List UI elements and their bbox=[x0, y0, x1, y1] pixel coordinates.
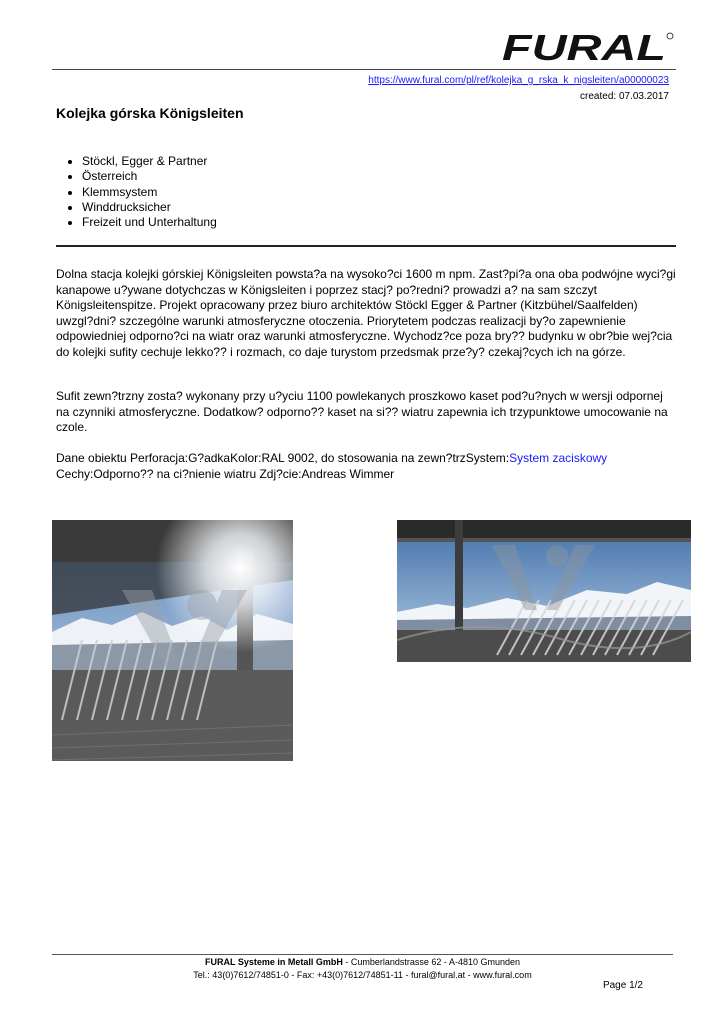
list-item: • Österreich bbox=[82, 169, 217, 184]
footer-company: FURAL Systeme in Metall GmbH bbox=[205, 957, 343, 967]
footer-contact: Tel.: 43(0)7612/74851-0 - Fax: +43(0)7612/74851-11 - fural@fural.at - www.fural.com bbox=[193, 970, 532, 980]
ceiling-paragraph: Sufit zewn?trzny zosta? wykonany przy u?yciu 1100 powlekanych proszkowo kaset pod?u?nych w wersji odpornej na czynniki atmosferyczne. Dodatkow? odporno?? kaset na si?? wiatru zapewnia ich trzypunktowe umocowanie na czole. bbox=[56, 389, 668, 435]
station-photo-2 bbox=[397, 520, 691, 662]
list-item: • Winddrucksicher bbox=[82, 200, 217, 215]
list-item: • Stöckl, Egger & Partner bbox=[82, 154, 217, 169]
description-paragraph: Dolna stacja kolejki górskiej Königsleiten powsta?a na wysoko?ci 1600 m npm. Zast?pi?a ona oba podwójne wyci?gi kanapowe u?ywane dotychczas w Königsleiten i poprzez stacj? po?redni? prowadzi a? na sam szczyt Königsleitenspitze. Projekt opracowany przez biuro architektów Stöckl Egger & Partner (Kitzbühel/Saalfelden) uwzgl?dni? szczególne warunki atmosferyczne otoczenia. Priorytetem podczas realizacji by?o zapewnienie odpowiedniej odporno?ci na wiatr oraz warunki atmosferyczne. Wychodz?ce poza bry?? budynku w obr?bie wej?cia do kolejki sufity cechuje lekko?? i rozmach, co daje turystom przedsmak prze?y? czekaj?cych ich na górze. bbox=[56, 267, 676, 359]
station-photo-1 bbox=[52, 520, 293, 761]
project-data-text: Dane obiektu Perforacja:G?adkaKolor:RAL 9002, do stosowania na zewn?trzSystem: bbox=[56, 451, 510, 465]
section-divider bbox=[56, 245, 676, 247]
footer-divider bbox=[52, 954, 673, 955]
header-divider bbox=[52, 69, 676, 70]
logo-text: FURAL bbox=[502, 30, 666, 66]
page-title: Kolejka górska Königsleiten bbox=[56, 105, 244, 121]
footer bbox=[0, 956, 725, 982]
list-item: • Freizeit und Unterhaltung bbox=[82, 215, 217, 230]
project-features-text: Cechy:Odporno?? na ci?nienie wiatru Zdj?cie:Andreas Wimmer bbox=[56, 466, 395, 481]
footer-address: - Cumberlandstrasse 62 - A-4810 Gmunden bbox=[342, 957, 520, 967]
page-number: Page 1/2 bbox=[602, 980, 643, 991]
list-item: • Klemmsystem bbox=[82, 185, 217, 200]
created-date: created: 07.03.2017 bbox=[580, 91, 669, 102]
source-url-link[interactable]: https://www.fural.com/pl/ref/kolejka_g_rska_k_nigsleiten/a00000023 bbox=[368, 75, 669, 86]
tag-list bbox=[56, 154, 217, 230]
fural-logo bbox=[502, 30, 674, 66]
project-data-paragraph bbox=[56, 451, 678, 482]
system-link[interactable]: System zaciskowy bbox=[509, 451, 608, 465]
